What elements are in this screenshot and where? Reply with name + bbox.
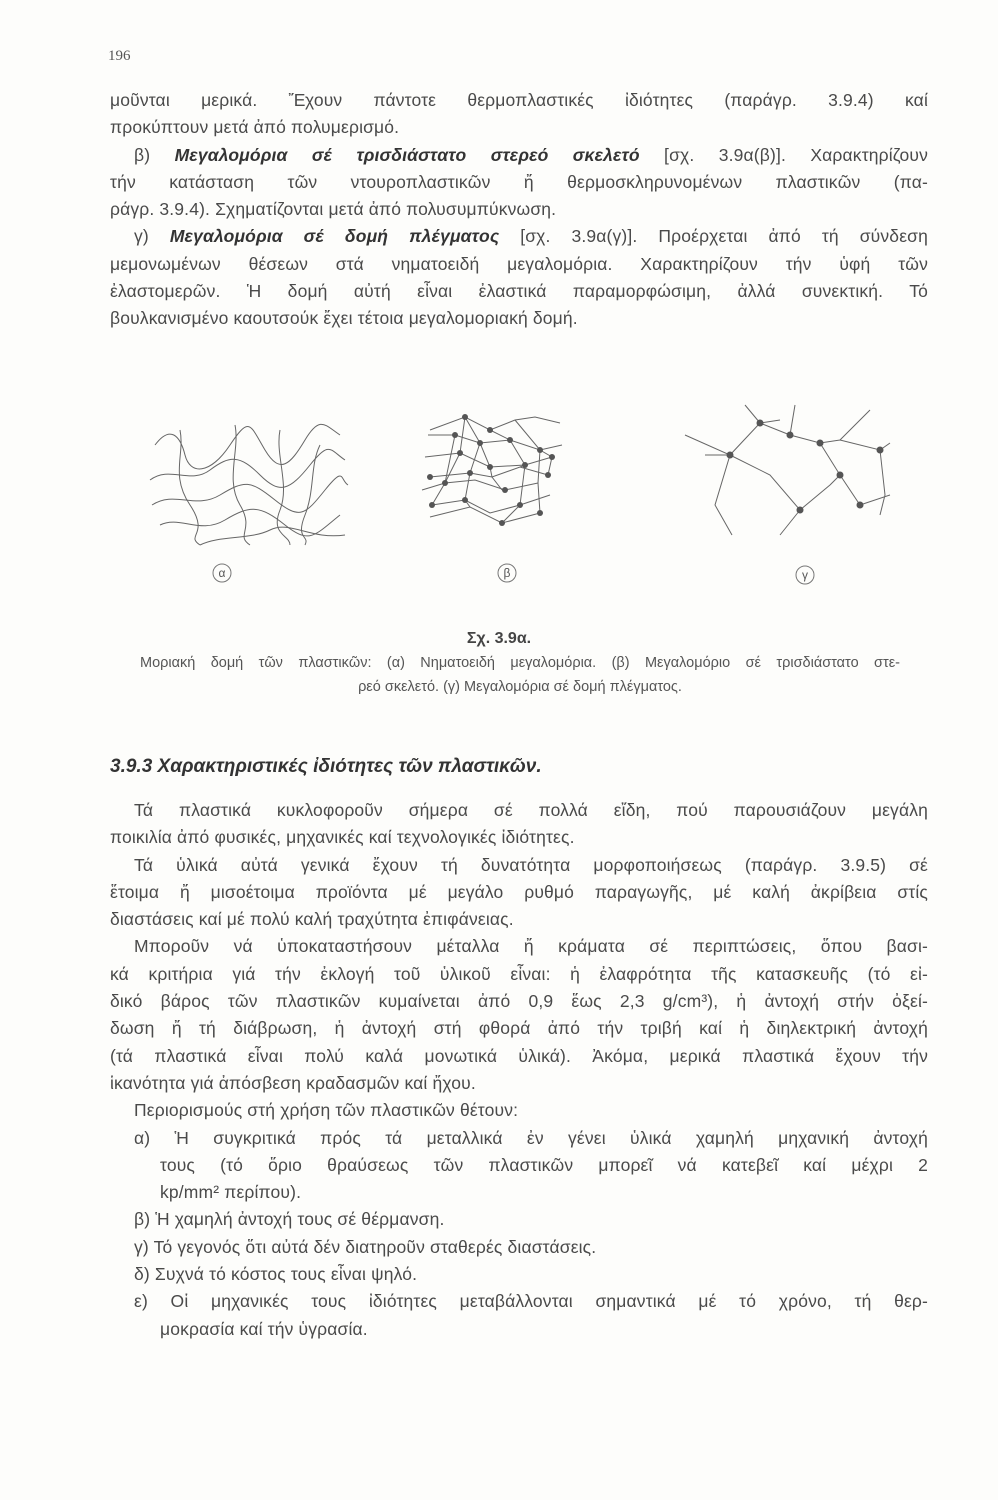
svg-text:β: β bbox=[503, 566, 511, 580]
figure-label-beta bbox=[498, 564, 516, 582]
text-run: προκύπτουν μετά ἀπό πολυμερισμό. bbox=[110, 117, 400, 138]
text-run: Μποροῦν νά ὑποκαταστήσουν μέταλλα ἤ κράματα σέ περιπτώσεις, ὅπου βασι- bbox=[134, 936, 928, 957]
text-line bbox=[110, 988, 928, 1015]
text-line bbox=[110, 114, 928, 141]
text-line bbox=[110, 797, 928, 824]
figure-title: Σχ. 3.9α. bbox=[466, 630, 532, 647]
text-line bbox=[110, 1043, 928, 1070]
text-run: ράγρ. 3.9.4). Σχηματίζονται μετά ἀπό πολυσυμπύκνωση. bbox=[110, 199, 557, 220]
bottom-body-text bbox=[110, 797, 928, 1343]
text-run: ἕτοιμα ἤ μισοέτοιμα προϊόντα μέ μεγάλο ρυθμό παραγωγῆς, μέ καλή ἀκρίβεια στίς bbox=[110, 881, 928, 902]
figure-caption bbox=[140, 651, 900, 699]
figure-molecular-structure bbox=[140, 395, 900, 605]
bold-term: Μεγαλομόρια σέ δομή πλέγματος bbox=[169, 226, 500, 247]
section-heading: 3.9.3 Χαρακτηριστικές ἰδιότητες τῶν πλαστικῶν. bbox=[110, 756, 542, 777]
text-line bbox=[110, 1316, 928, 1343]
text-line bbox=[110, 1234, 928, 1261]
diagram-alpha-linear-chains bbox=[150, 424, 348, 545]
text-line bbox=[110, 961, 928, 988]
text-line bbox=[110, 196, 928, 223]
text-run: κά κριτήρια γιά τήν ἐκλογή τοῦ ὑλικοῦ εἶναι: ἡ ἐλαφρότητα τῆς κατασκευῆς (τό εἰ- bbox=[110, 963, 928, 984]
text-line bbox=[110, 852, 928, 879]
text-line bbox=[110, 1206, 928, 1233]
page-number: 196 bbox=[108, 48, 131, 64]
caption-line: Μοριακή δομή τῶν πλαστικῶν: (α) Νηματοειδή μεγαλομόρια. (β) Μεγαλομόριο σέ τρισδιάστατο στε- bbox=[140, 655, 900, 671]
text-run: (τά πλαστικά εἶναι πολύ καλά μονωτικά ὑλικά). Ἀκόμα, μερικά πλαστικά ἔχουν τήν bbox=[110, 1045, 928, 1066]
figure-label-alpha bbox=[213, 564, 231, 582]
text-line bbox=[110, 1261, 928, 1288]
text-line bbox=[110, 933, 928, 960]
text-line bbox=[110, 906, 928, 933]
text-run: τους (τό ὅριο θραύσεως τῶν πλαστικῶν μπορεῖ νά κατεβεῖ καί μέχρι 2 bbox=[160, 1154, 928, 1175]
text-run: μοῦνται μερικά. Ἔχουν πάντοτε θερμοπλαστικές ἰδιότητες (παράγρ. 3.9.4) καί bbox=[110, 90, 928, 110]
text-run: γ) Τό γεγονός ὅτι αὐτά δέν διατηροῦν σταθερές διαστάσεις. bbox=[134, 1236, 597, 1257]
text-run: kp/mm² περίπου). bbox=[160, 1182, 302, 1203]
text-line bbox=[110, 278, 928, 305]
bold-term: Μεγαλομόρια σέ τρισδιάστατο στερεό σκελετό bbox=[174, 144, 640, 165]
text-line bbox=[110, 169, 928, 196]
text-run: β) bbox=[134, 144, 175, 165]
text-line bbox=[110, 1125, 928, 1152]
text-run: ε) Οἱ μηχανικές τους ἰδιότητες μεταβάλλονται σημαντικά μέ τό χρόνο, τή θερ- bbox=[134, 1291, 928, 1312]
text-run: ἱκανότητα γιά ἀπόσβεση κραδασμῶν καί ἤχου. bbox=[110, 1072, 476, 1093]
top-body-text bbox=[110, 87, 928, 333]
text-run: δικό βάρος τῶν πλαστικῶν κυμαίνεται ἀπό 0,9 ἕως 2,3 g/cm³), ἡ ἀντοχή στήν ὀξεί- bbox=[110, 991, 928, 1012]
text-run: διαστάσεις καί μέ πολύ καλή τραχύτητα ἐπιφάνειας. bbox=[110, 909, 514, 930]
text-run: Περιορισμούς στή χρήση τῶν πλαστικῶν θέτουν: bbox=[134, 1100, 519, 1121]
text-run: μοκρασία καί τήν ὑγρασία. bbox=[160, 1318, 368, 1339]
svg-text:γ: γ bbox=[802, 568, 808, 582]
text-line bbox=[110, 1152, 928, 1179]
text-run: [σχ. 3.9α(γ)]. Προέρχεται ἀπό τή σύνδεση bbox=[499, 226, 928, 247]
text-run: μεμονωμένων θέσεων στά νηματοειδή μεγαλομόρια. Χαρακτηρίζουν τήν ὑφή τῶν bbox=[110, 253, 928, 274]
text-line bbox=[110, 1015, 928, 1042]
text-run: ἐλαστομερῶν. Ἡ δομή αὐτή εἶναι ἐλαστικά παραμορφώσιμη, ἀλλά συνεκτική. Τό bbox=[110, 281, 928, 302]
text-line bbox=[110, 251, 928, 278]
text-line bbox=[110, 1288, 928, 1315]
text-line bbox=[110, 142, 928, 169]
text-line bbox=[110, 1097, 928, 1124]
text-run: τήν κατάσταση τῶν ντουροπλαστικῶν ἤ θερμοσκληρυνομένων πλαστικῶν (πα- bbox=[110, 171, 928, 192]
text-run: [σχ. 3.9α(β)]. Χαρακτηρίζουν bbox=[639, 144, 928, 165]
text-line bbox=[110, 1179, 928, 1206]
diagram-gamma-lattice bbox=[685, 405, 890, 535]
text-line bbox=[110, 305, 928, 332]
diagram-beta-3d-network bbox=[422, 414, 562, 526]
text-run: δ) Συχνά τό κόστος τους εἶναι ψηλό. bbox=[134, 1264, 418, 1285]
text-run: ποικιλία ἀπό φυσικές, μηχανικές καί τεχνολογικές ἰδιότητες. bbox=[110, 827, 575, 848]
text-run: α) Ἡ συγκριτικά πρός τά μεταλλικά ἐν γένει ὑλικά χαμηλή μηχανική ἀντοχή bbox=[134, 1127, 928, 1148]
text-run: δωση ἤ τή διάβρωση, ἡ ἀντοχή στή φθορά ἀπό τήν τριβή καί ἡ διηλεκτρική ἀντοχή bbox=[110, 1018, 928, 1039]
text-run: Τά πλαστικά κυκλοφοροῦν σήμερα σέ πολλά εἴδη, πού παρουσιάζουν μεγάλη bbox=[134, 800, 928, 820]
text-line bbox=[110, 87, 928, 114]
text-line bbox=[110, 1070, 928, 1097]
text-line bbox=[110, 223, 928, 250]
caption-line: ρεό σκελετό. (γ) Μεγαλομόρια σέ δομή πλέγματος. bbox=[358, 679, 682, 695]
text-run: β) Ἡ χαμηλή ἀντοχή τους σέ θέρμανση. bbox=[134, 1209, 445, 1230]
figure-label-gamma bbox=[796, 566, 814, 584]
text-line bbox=[110, 879, 928, 906]
text-line bbox=[110, 824, 928, 851]
text-run: Τά ὑλικά αὐτά γενικά ἔχουν τή δυνατότητα μορφοποιήσεως (παράγρ. 3.9.5) σέ bbox=[134, 854, 928, 875]
text-run: γ) bbox=[134, 226, 170, 247]
text-run: βουλκανισμένο καουτσούκ ἔχει τέτοια μεγαλομοριακή δομή. bbox=[110, 308, 578, 329]
svg-text:α: α bbox=[218, 566, 226, 580]
